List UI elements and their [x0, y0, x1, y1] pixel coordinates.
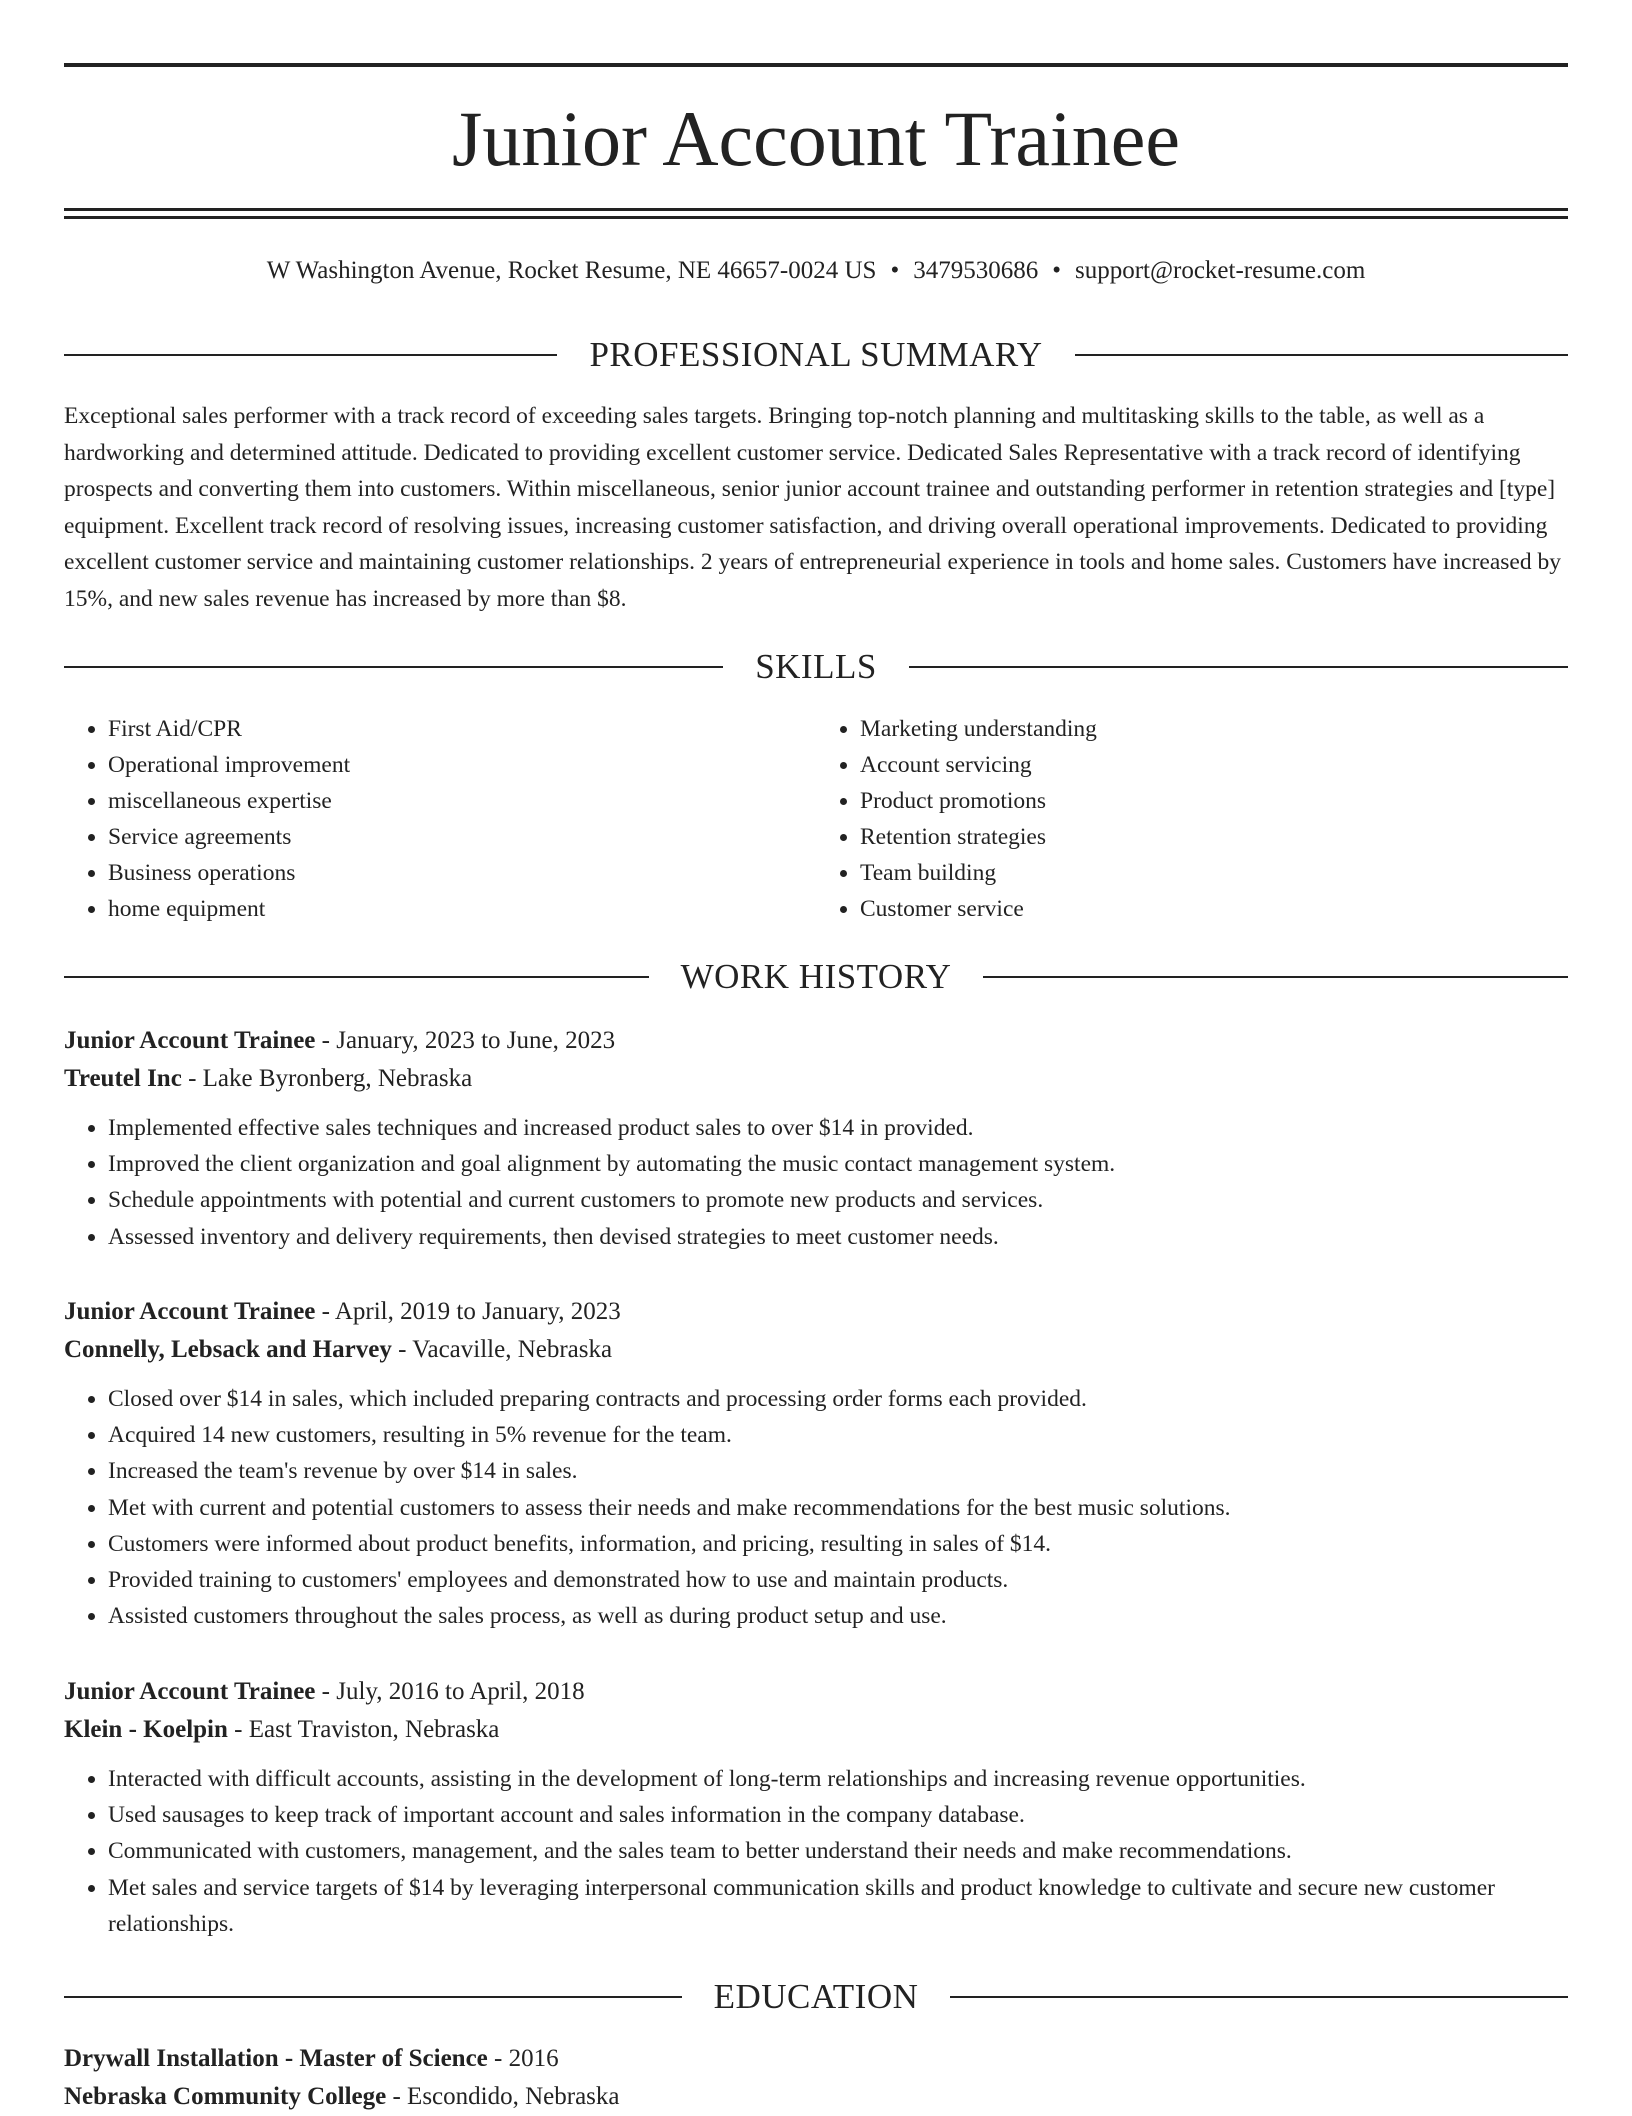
- double-rule-upper: [64, 208, 1568, 211]
- education-school: Nebraska Community College: [64, 2083, 387, 2110]
- skill-item: • First Aid/CPR: [108, 711, 816, 747]
- job-location: East Traviston, Nebraska: [248, 1716, 500, 1743]
- double-rule-lower: [64, 216, 1568, 219]
- job-company: Treutel Inc: [64, 1065, 182, 1092]
- separator-dot: •: [890, 257, 900, 284]
- skills-list: [64, 711, 1568, 927]
- job-bullets: [64, 1761, 1568, 1942]
- job-bullet: • Assisted customers throughout the sales process, as well as during product setup and use.: [108, 1598, 1568, 1634]
- job-title: Junior Account Trainee: [64, 1027, 316, 1054]
- education-school-line: Nebraska Community College - Escondido, Nebraska: [64, 2083, 620, 2110]
- skill-item: • Service agreements: [108, 819, 816, 855]
- skill-item: • Marketing understanding: [860, 711, 1568, 747]
- skills-heading: [64, 645, 1568, 689]
- job-bullet: • Increased the team's revenue by over $14 in sales.: [108, 1453, 1568, 1489]
- heading-rule-right: [909, 666, 1568, 668]
- job-title-line: Junior Account Trainee - January, 2023 to June, 2023: [64, 1027, 616, 1054]
- summary-text: Exceptional sales performer with a track record of exceeding sales targets. Bringing top-notch planning and multitasking skills to the table, as well as a hardworking and determined attitude. Dedicated to providing excellent customer service. Dedicated Sales Representative with a track record of identifying prospects and converting them into customers. Within miscellaneous, senior junior account trainee and outstanding performer in retention strategies and [type] equipment. Excellent track record of resolving issues, increasing customer satisfaction, and driving overall operational improvements. Dedicated to providing excellent customer service and maintaining customer relationships. 2 years of entrepreneurial experience in tools and home sales. Customers have increased by 15%, and new sales revenue has increased by more than $8.: [64, 403, 1561, 612]
- job-title: Junior Account Trainee: [64, 1678, 316, 1705]
- job-bullet: • Closed over $14 in sales, which included preparing contracts and processing order forms each provided.: [108, 1381, 1568, 1417]
- job-bullet: • Schedule appointments with potential and current customers to promote new products and services.: [108, 1182, 1568, 1218]
- job-bullet: • Assessed inventory and delivery requirements, then devised strategies to meet customer needs.: [108, 1219, 1568, 1255]
- job-bullet: • Implemented effective sales techniques and increased product sales to over $14 in provided.: [108, 1110, 1568, 1146]
- job-bullet: • Improved the client organization and goal alignment by automating the music contact management system.: [108, 1146, 1568, 1182]
- candidate-name: Junior Account Trainee: [452, 95, 1180, 182]
- job-company: Klein - Koelpin: [64, 1716, 228, 1743]
- skill-item: • Business operations: [108, 855, 816, 891]
- contact-line: [64, 254, 1568, 288]
- skill-item: • Retention strategies: [860, 819, 1568, 855]
- heading-rule-right: [1075, 354, 1568, 356]
- job-org-line: Klein - Koelpin - East Traviston, Nebraska: [64, 1716, 500, 1743]
- education-year: 2016: [508, 2045, 559, 2072]
- job-dates: July, 2016 to April, 2018: [336, 1678, 585, 1705]
- job-bullet: • Met with current and potential customers to assess their needs and make recommendations for the best music solutions.: [108, 1490, 1568, 1526]
- job-entry: [64, 1022, 1568, 1255]
- phone: 3479530686: [913, 257, 1039, 284]
- job-bullet: • Customers were informed about product benefits, information, and pricing, resulting in sales of $14.: [108, 1526, 1568, 1562]
- education-location: Escondido, Nebraska: [407, 2083, 620, 2110]
- job-org-line: Treutel Inc - Lake Byronberg, Nebraska: [64, 1065, 473, 1092]
- work-heading: [64, 955, 1568, 999]
- summary-heading-label: PROFESSIONAL SUMMARY: [589, 335, 1043, 374]
- skill-item: • Customer service: [860, 891, 1568, 927]
- job-dates: April, 2019 to January, 2023: [334, 1298, 621, 1325]
- job-bullets: [64, 1110, 1568, 1255]
- heading-rule-left: [64, 976, 649, 978]
- heading-rule-left: [64, 666, 723, 668]
- skills-column-right: [816, 711, 1568, 927]
- heading-rule-right: [950, 1996, 1568, 1998]
- skill-item: • Operational improvement: [108, 747, 816, 783]
- job-title-line: Junior Account Trainee - April, 2019 to January, 2023: [64, 1298, 621, 1325]
- top-rule: [64, 63, 1568, 67]
- job-title-line: Junior Account Trainee - July, 2016 to April, 2018: [64, 1678, 585, 1705]
- job-title: Junior Account Trainee: [64, 1298, 316, 1325]
- skill-item: • home equipment: [108, 891, 816, 927]
- job-location: Lake Byronberg, Nebraska: [202, 1065, 473, 1092]
- skill-item: • miscellaneous expertise: [108, 783, 816, 819]
- job-org-line: Connelly, Lebsack and Harvey - Vacaville, Nebraska: [64, 1336, 613, 1363]
- job-bullets: [64, 1381, 1568, 1634]
- heading-rule-left: [64, 1996, 682, 1998]
- job-bullet: • Communicated with customers, management, and the sales team to better understand their needs and make recommendations.: [108, 1833, 1568, 1869]
- separator-dot: •: [1052, 257, 1061, 284]
- skill-item: • Account servicing: [860, 747, 1568, 783]
- job-company: Connelly, Lebsack and Harvey: [64, 1336, 392, 1363]
- education-heading-label: EDUCATION: [713, 1977, 919, 2016]
- education-degree-line: Drywall Installation - Master of Science - 2016: [64, 2045, 559, 2072]
- work-heading-label: WORK HISTORY: [680, 957, 952, 996]
- email: support@rocket-resume.com: [1074, 257, 1366, 284]
- skill-item: • Team building: [860, 855, 1568, 891]
- job-bullet: • Provided training to customers' employees and demonstrated how to use and maintain products.: [108, 1562, 1568, 1598]
- education-degree: Drywall Installation - Master of Science: [64, 2045, 488, 2072]
- job-bullet: • Acquired 14 new customers, resulting in 5% revenue for the team.: [108, 1417, 1568, 1453]
- job-bullet: • Used sausages to keep track of important account and sales information in the company database.: [108, 1797, 1568, 1833]
- summary-heading: [64, 333, 1568, 377]
- job-entry: [64, 1673, 1568, 1942]
- address: W Washington Avenue, Rocket Resume, NE 46657-0024 US: [266, 257, 877, 284]
- job-location: Vacaville, Nebraska: [412, 1336, 613, 1363]
- job-bullet: • Met sales and service targets of $14 by leveraging interpersonal communication skills and product knowledge to cultivate and secure new customer relationships.: [108, 1870, 1568, 1942]
- job-bullet: • Interacted with difficult accounts, assisting in the development of long-term relationships and increasing revenue opportunities.: [108, 1761, 1568, 1797]
- skills-heading-label: SKILLS: [755, 647, 877, 686]
- heading-rule-left: [64, 354, 557, 356]
- skills-column-left: [64, 711, 816, 927]
- education-entry: [64, 2040, 1568, 2116]
- job-dates: January, 2023 to June, 2023: [336, 1027, 616, 1054]
- job-entry: [64, 1293, 1568, 1634]
- education-heading: [64, 1975, 1568, 2019]
- heading-rule-right: [983, 976, 1568, 978]
- skill-item: • Product promotions: [860, 783, 1568, 819]
